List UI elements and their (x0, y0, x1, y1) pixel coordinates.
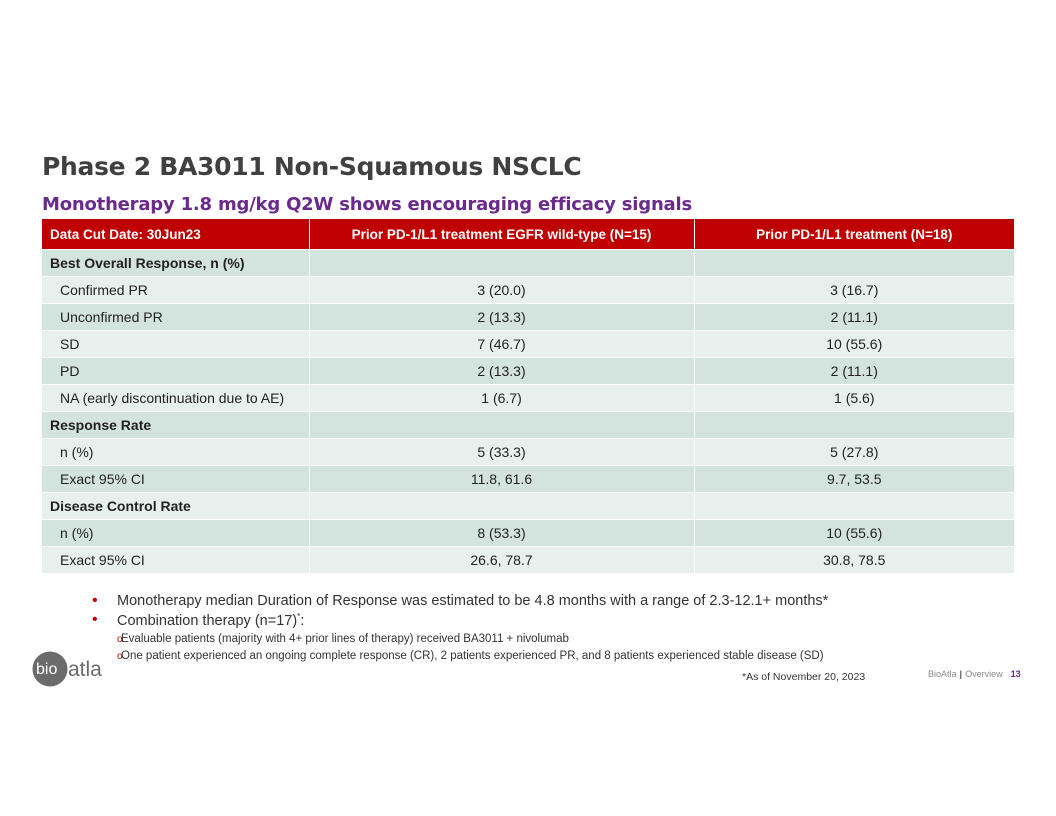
cell-egfr (309, 493, 694, 520)
cell-prior (694, 493, 1014, 520)
row-label: Response Rate (42, 412, 309, 439)
table-row (42, 439, 1014, 466)
bullet-combination-suffix: : (300, 612, 305, 629)
response-table (42, 219, 1014, 573)
cell-egfr: 26.6, 78.7 (309, 547, 694, 574)
bioatla-logo (32, 650, 106, 688)
slide-subtitle: Monotherapy 1.8 mg/kg Q2W shows encouraging efficacy signals (42, 194, 692, 215)
cell-egfr (309, 250, 694, 277)
row-label: Exact 95% CI (42, 547, 309, 574)
footer-brand: BioAtla (928, 669, 957, 679)
table-section-row (42, 493, 1014, 520)
row-label: Best Overall Response, n (%) (42, 250, 309, 277)
footer-separator: | (959, 669, 963, 679)
footnote-marker: * (297, 612, 301, 621)
cell-prior: 5 (27.8) (694, 439, 1014, 466)
cell-prior: 1 (5.6) (694, 385, 1014, 412)
cell-egfr: 2 (13.3) (309, 304, 694, 331)
header-data-cut: Data Cut Date: 30Jun23 (42, 219, 309, 250)
sub-bullet-container (92, 631, 828, 665)
sub-bullet-evaluable: o Evaluable patients (majority with 4+ prior lines of therapy) received BA3011 + nivolumab (92, 631, 828, 648)
row-label: Exact 95% CI (42, 466, 309, 493)
logo-text-atla: atla (68, 658, 102, 681)
bullet-combination-text: Combination therapy (n=17) (117, 612, 298, 629)
table-section-row (42, 412, 1014, 439)
row-label: NA (early discontinuation due to AE) (42, 385, 309, 412)
footnote: *As of November 20, 2023 (742, 671, 866, 683)
bullet-dor-text: Monotherapy median Duration of Response was estimated to be 4.8 months with a range of 2.3-12.1+ months* (117, 593, 829, 609)
bullet-dor (92, 593, 828, 612)
cell-egfr: 1 (6.7) (309, 385, 694, 412)
table-row (42, 520, 1014, 547)
row-label: Confirmed PR (42, 277, 309, 304)
cell-egfr (309, 412, 694, 439)
sub-bullet-list (92, 631, 828, 665)
page-footer (928, 669, 1021, 679)
page-number: 13 (1010, 669, 1021, 679)
cell-prior: 30.8, 78.5 (694, 547, 1014, 574)
row-label: n (%) (42, 439, 309, 466)
cell-prior: 10 (55.6) (694, 331, 1014, 358)
table-row (42, 466, 1014, 493)
header-prior-pd1: Prior PD-1/L1 treatment (N=18) (694, 219, 1014, 250)
sub-bullet-responses: o One patient experienced an ongoing complete response (CR), 2 patients experienced PR, and 8 patients experienced stable disease (SD) (92, 648, 828, 665)
table-row (42, 385, 1014, 412)
table-section-row (42, 250, 1014, 277)
row-label: SD (42, 331, 309, 358)
bullet-list (92, 593, 828, 665)
cell-egfr: 2 (13.3) (309, 358, 694, 385)
bullet-combination (92, 612, 828, 631)
table-row (42, 277, 1014, 304)
cell-prior (694, 412, 1014, 439)
table-row (42, 547, 1014, 574)
cell-prior: 10 (55.6) (694, 520, 1014, 547)
cell-prior: 2 (11.1) (694, 358, 1014, 385)
cell-egfr: 7 (46.7) (309, 331, 694, 358)
cell-egfr: 11.8, 61.6 (309, 466, 694, 493)
row-label: Disease Control Rate (42, 493, 309, 520)
cell-prior: 2 (11.1) (694, 304, 1014, 331)
table-row (42, 304, 1014, 331)
row-label: PD (42, 358, 309, 385)
cell-egfr: 5 (33.3) (309, 439, 694, 466)
cell-egfr: 8 (53.3) (309, 520, 694, 547)
table-row (42, 331, 1014, 358)
table-header-row (42, 219, 1014, 250)
cell-prior: 3 (16.7) (694, 277, 1014, 304)
cell-egfr: 3 (20.0) (309, 277, 694, 304)
slide-title: Phase 2 BA3011 Non-Squamous NSCLC (42, 152, 582, 181)
footer-section: Overview (965, 669, 1003, 679)
row-label: Unconfirmed PR (42, 304, 309, 331)
header-egfr-wild-type: Prior PD-1/L1 treatment EGFR wild-type (N=15) (309, 219, 694, 250)
cell-prior (694, 250, 1014, 277)
logo-text-bio: bio (36, 661, 58, 678)
cell-prior: 9.7, 53.5 (694, 466, 1014, 493)
row-label: n (%) (42, 520, 309, 547)
table-row (42, 358, 1014, 385)
